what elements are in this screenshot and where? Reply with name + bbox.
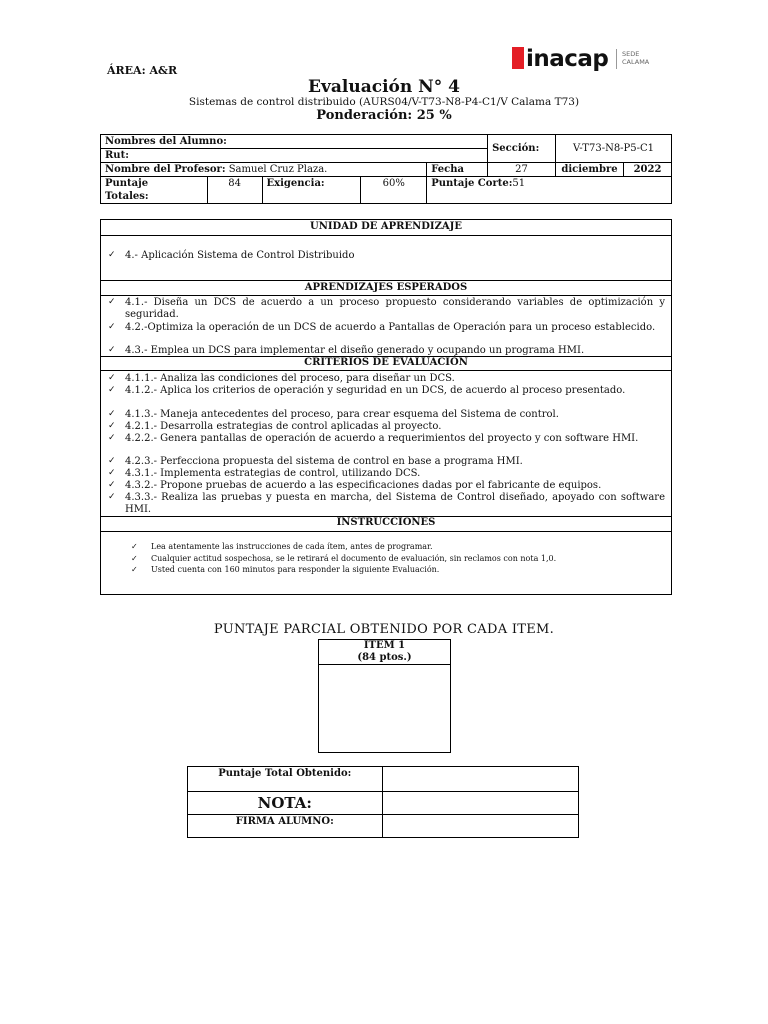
check-icon: ✓ (108, 373, 116, 383)
aprendizaje-item (108, 345, 665, 357)
inacap-logo (512, 45, 664, 75)
puntaje-label-line1: Puntaje (105, 178, 149, 189)
ponderacion: Ponderación: 25 % (316, 108, 452, 123)
seccion-value: V-T73-N8-P5-C1 (556, 135, 672, 163)
firma-label: FIRMA ALUMNO: (188, 815, 383, 838)
check-icon: ✓ (108, 385, 116, 395)
item-score-box (318, 639, 451, 753)
results-table (187, 766, 579, 838)
criterio-item (108, 385, 665, 397)
logo-sede-label: SEDE (622, 50, 640, 58)
puntaje-parcial-title: PUNTAJE PARCIAL OBTENIDO POR CADA ITEM. (213, 622, 555, 637)
instruccion-text: Usted cuenta con 160 minutos para responder la siguiente Evaluación. (151, 565, 440, 574)
nota-label: NOTA: (188, 792, 383, 815)
divider (101, 295, 671, 296)
check-icon: ✓ (131, 542, 138, 551)
alumno-name-label: Nombres del Alumno: (105, 136, 227, 147)
area-label: ÁREA: A&R (107, 64, 178, 77)
logo-divider (616, 49, 617, 69)
check-icon: ✓ (108, 409, 116, 419)
aprendizaje-text: 4.2.-Optimiza la operación de un DCS de acuerdo a Pantallas de Operación para un proceso establecido. (125, 322, 656, 333)
corte-value: 51 (512, 178, 526, 189)
criterio-item (108, 492, 665, 515)
criterio-text: 4.3.2.- Propone pruebas de acuerdo a las especificaciones dadas por el fabricante de equipos. (125, 480, 602, 491)
check-icon: ✓ (108, 297, 116, 307)
criterio-text: 4.1.3.- Maneja antecedentes del proceso, para crear esquema del Sistema de control. (125, 409, 559, 420)
aprendizajes-heading: APRENDIZAJES ESPERADOS (304, 282, 468, 293)
total-field[interactable] (382, 767, 578, 792)
criterio-text: 4.3.1.- Implementa estrategias de control, utilizando DCS. (125, 468, 421, 479)
divider (101, 531, 671, 532)
divider (101, 235, 671, 236)
criterio-item (108, 480, 665, 492)
criterio-text: 4.2.2.- Genera pantallas de operación de acuerdo a requerimientos del proyecto y con software HMI. (125, 433, 639, 444)
criterio-text: 4.1.1.- Analiza las condiciones del proceso, para diseñar un DCS. (125, 373, 455, 384)
student-info-table (100, 134, 672, 204)
check-icon: ✓ (108, 250, 116, 260)
item-label: ITEM 1 (363, 640, 406, 651)
firma-field[interactable] (382, 815, 578, 838)
check-icon: ✓ (108, 468, 116, 478)
logo-city-label: CALAMA (622, 58, 650, 66)
item-score-field[interactable] (319, 665, 450, 752)
learning-units-box (100, 219, 672, 595)
criterio-item (108, 373, 665, 385)
check-icon: ✓ (108, 456, 116, 466)
aprendizaje-text: 4.3.- Emplea un DCS para implementar el diseño generado y ocupando un programa HMI. (125, 345, 585, 356)
criterio-item (108, 421, 665, 433)
puntaje-corte-cell (427, 177, 672, 204)
fecha-month: diciembre (556, 163, 624, 177)
instrucciones-heading: INSTRUCCIONES (336, 517, 436, 528)
logo-mark-icon (512, 47, 524, 69)
divider (101, 370, 671, 371)
unidad-heading: UNIDAD DE APRENDIZAJE (309, 221, 462, 232)
instruccion-item (131, 554, 651, 564)
logo-sede (622, 50, 649, 66)
fecha-day: 27 (488, 163, 556, 177)
aprendizaje-item (108, 297, 665, 320)
exigencia-value: 60% (361, 177, 427, 204)
instruccion-item (131, 565, 651, 575)
fecha-year: 2022 (624, 163, 672, 177)
check-icon: ✓ (108, 492, 116, 502)
rut-field[interactable] (101, 149, 488, 163)
logo-text: inacap (526, 46, 609, 72)
check-icon: ✓ (108, 480, 116, 490)
criterio-text: 4.3.3.- Realiza las pruebas y puesta en marcha, del Sistema de Control diseñado, apoyado con software HMI. (125, 492, 665, 515)
criterios-heading: CRITERIOS DE EVALUACIÓN (304, 357, 468, 368)
check-icon: ✓ (131, 554, 138, 563)
corte-label: Puntaje Corte: (431, 178, 513, 189)
unidad-item-text: 4.- Aplicación Sistema de Control Distribuido (125, 250, 355, 261)
profesor-label: Nombre del Profesor: (105, 164, 226, 175)
criterio-text: 4.2.1.- Desarrolla estrategias de control aplicadas al proyecto. (125, 421, 442, 432)
page-subtitle: Sistemas de control distribuido (AURS04/V-T73-N8-P4-C1/V Calama T73) (188, 96, 580, 108)
profesor-cell (101, 163, 427, 177)
puntaje-totales-label (101, 177, 208, 204)
check-icon: ✓ (131, 565, 138, 574)
criterio-text: 4.1.2.- Aplica los criterios de operación y seguridad en un DCS, de acuerdo al proceso presentado. (125, 385, 626, 396)
instruccion-text: Lea atentamente las instrucciones de cada ítem, antes de programar. (151, 542, 433, 551)
criterio-item (108, 433, 665, 445)
item-score-header (319, 640, 450, 665)
unidad-item (108, 250, 665, 262)
criterio-text: 4.2.3.- Perfecciona propuesta del sistema de control en base a programa HMI. (125, 456, 523, 467)
check-icon: ✓ (108, 421, 116, 431)
alumno-name-field[interactable] (101, 135, 488, 149)
fecha-label: Fecha (427, 163, 488, 177)
profesor-value: Samuel Cruz Plaza. (228, 164, 328, 175)
criterio-item (108, 468, 665, 480)
criterio-item (108, 456, 665, 468)
criterio-item (108, 409, 665, 421)
check-icon: ✓ (108, 345, 116, 355)
aprendizaje-item (108, 322, 665, 334)
exigencia-label: Exigencia: (262, 177, 361, 204)
instruccion-text: Cualquier actitud sospechosa, se le retirará el documento de evaluación, sin reclamos con nota 1,0. (151, 554, 557, 563)
total-label: Puntaje Total Obtenido: (188, 767, 383, 792)
item-points: (84 ptos.) (357, 652, 412, 663)
aprendizaje-text: 4.1.- Diseña un DCS de acuerdo a un proceso propuesto considerando variables de optimización y seguridad. (125, 297, 665, 320)
puntaje-value: 84 (207, 177, 262, 204)
instruccion-item (131, 542, 651, 552)
seccion-label: Sección: (488, 135, 556, 163)
page-title: Evaluación N° 4 (308, 77, 460, 97)
check-icon: ✓ (108, 433, 116, 443)
puntaje-label-line2: Totales: (105, 191, 149, 202)
nota-field[interactable] (382, 792, 578, 815)
rut-label: Rut: (105, 150, 129, 161)
check-icon: ✓ (108, 322, 116, 332)
